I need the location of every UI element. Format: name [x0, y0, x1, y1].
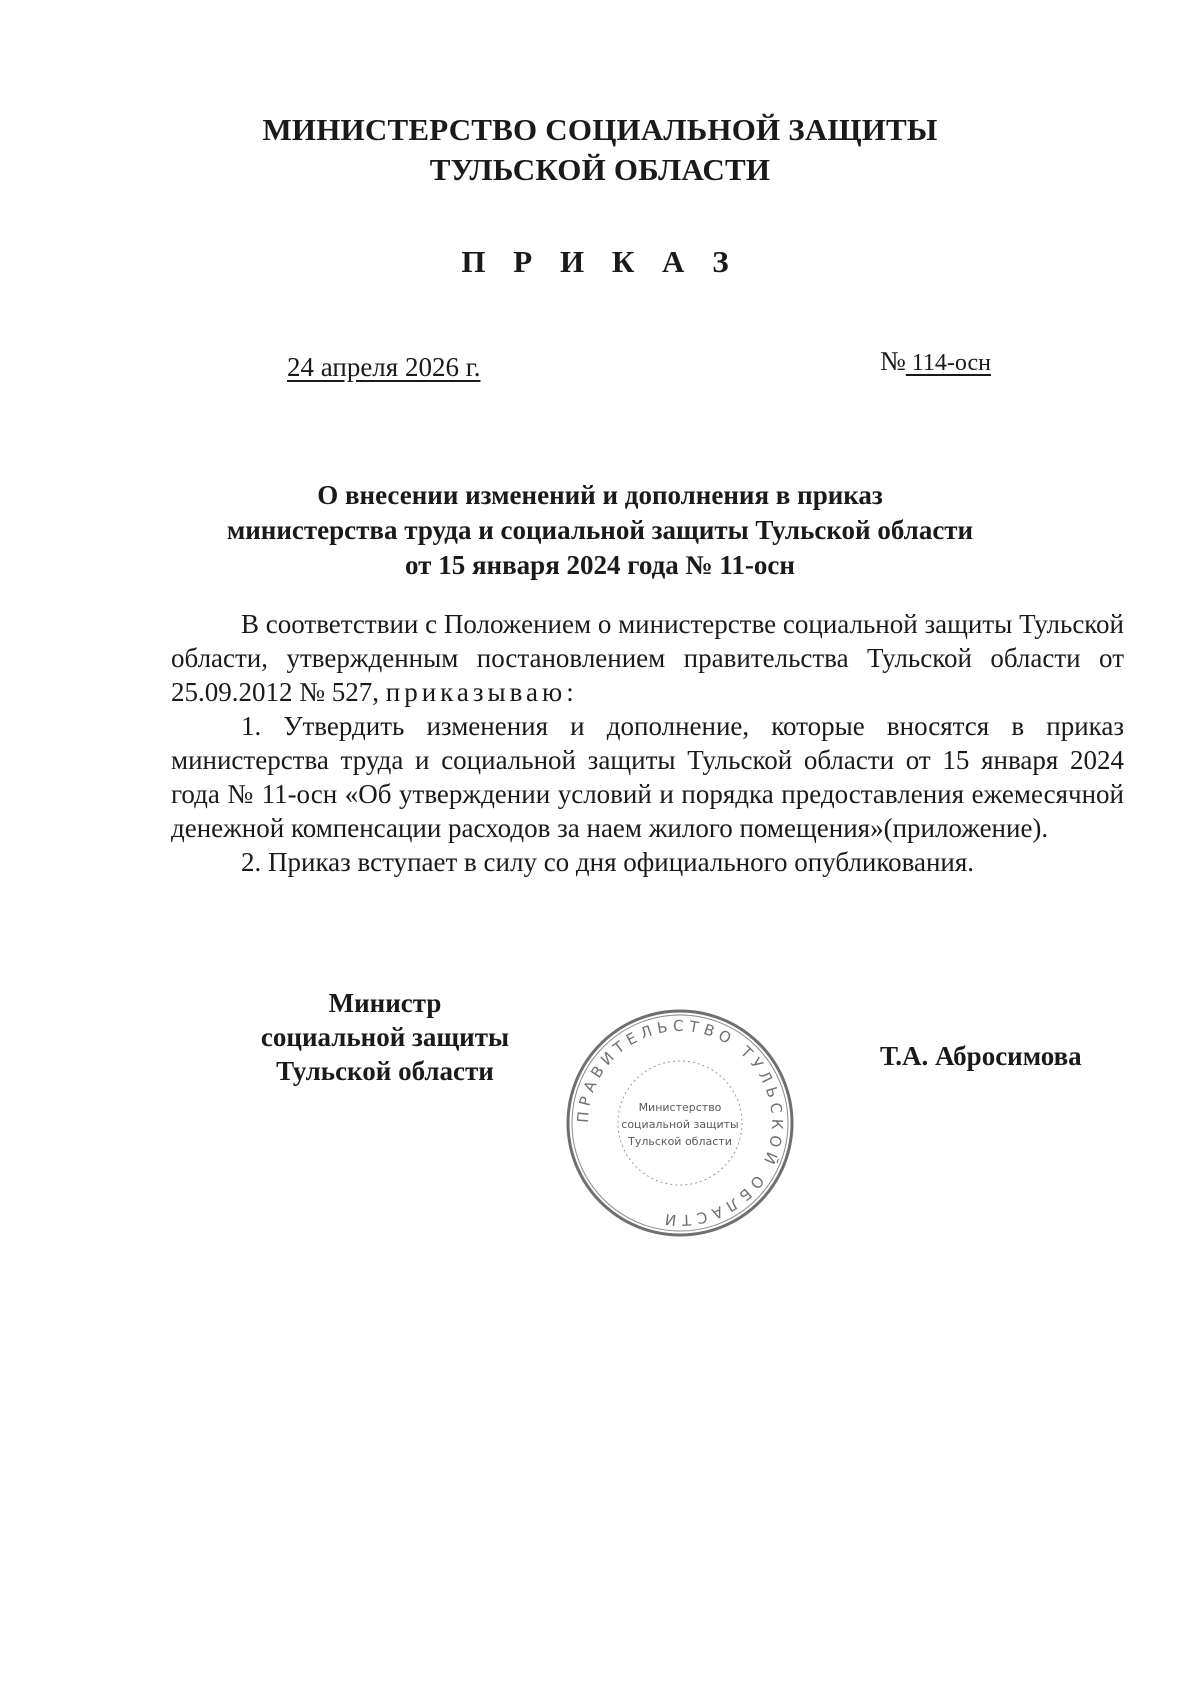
ministry-line-2: ТУЛЬСКОЙ ОБЛАСТИ [429, 152, 771, 187]
subject-line-1: О внесении изменений и дополнения в приказ [317, 480, 883, 510]
ministry-line-1: МИНИСТЕРСТВО СОЦИАЛЬНОЙ ЗАЩИТЫ [262, 112, 938, 147]
seal-center-line-3: Тульской области [628, 1135, 732, 1148]
item-2-paragraph: 2. Приказ вступает в силу со дня официального опубликования. [241, 847, 975, 877]
order-date: 24 апреля 2026 г. [287, 352, 481, 382]
document-type-title: П Р И К А З [461, 244, 739, 279]
subject-line-2: министерства труда и социальной защиты Тульской области [226, 515, 974, 545]
signer-name: Т.А. Абросимова [880, 1041, 1082, 1071]
item-1-paragraph: 1. Утвердить изменения и дополнение, которые вносятся в приказ министерства труда и социальной защиты Тульской области от 15 января 2024 года № 11-осн «Об утверждении условий и порядка предоставления ежемесячной денежной компенсации расходов за наем жилого помещения»(приложение). [171, 711, 1124, 843]
signer-title-line-2: социальной защиты [260, 1022, 510, 1052]
number-sign: № [880, 346, 906, 376]
order-number [880, 346, 991, 377]
seal-center-line-1: Министерство [638, 1101, 722, 1114]
preamble-text: В соответствии с Положением о министерстве социальной защиты Тульской области, утвержденным постановлением правительства Тульской области от 25.09.2012 № 527, [171, 609, 1124, 707]
official-seal-stamp [565, 1008, 795, 1238]
seal-ring-text-path: ПРАВИТЕЛЬСТВО ТУЛЬСКОЙ ОБЛАСТИ [573, 1016, 787, 1230]
number-value: 114-осн [905, 350, 991, 376]
signer-title-line-3: Тульской области [276, 1056, 494, 1086]
order-body [171, 607, 1124, 879]
ministry-header [0, 110, 1200, 190]
signer-title-line-1: Министр [328, 988, 442, 1018]
preamble-decree-word: приказываю: [385, 677, 578, 707]
order-subject [0, 478, 1200, 583]
seal-center-line-2: социальной защиты [621, 1118, 739, 1131]
preamble-paragraph [171, 607, 1124, 709]
signer-position [240, 986, 530, 1088]
subject-line-3: от 15 января 2024 года № 11-осн [405, 550, 795, 580]
